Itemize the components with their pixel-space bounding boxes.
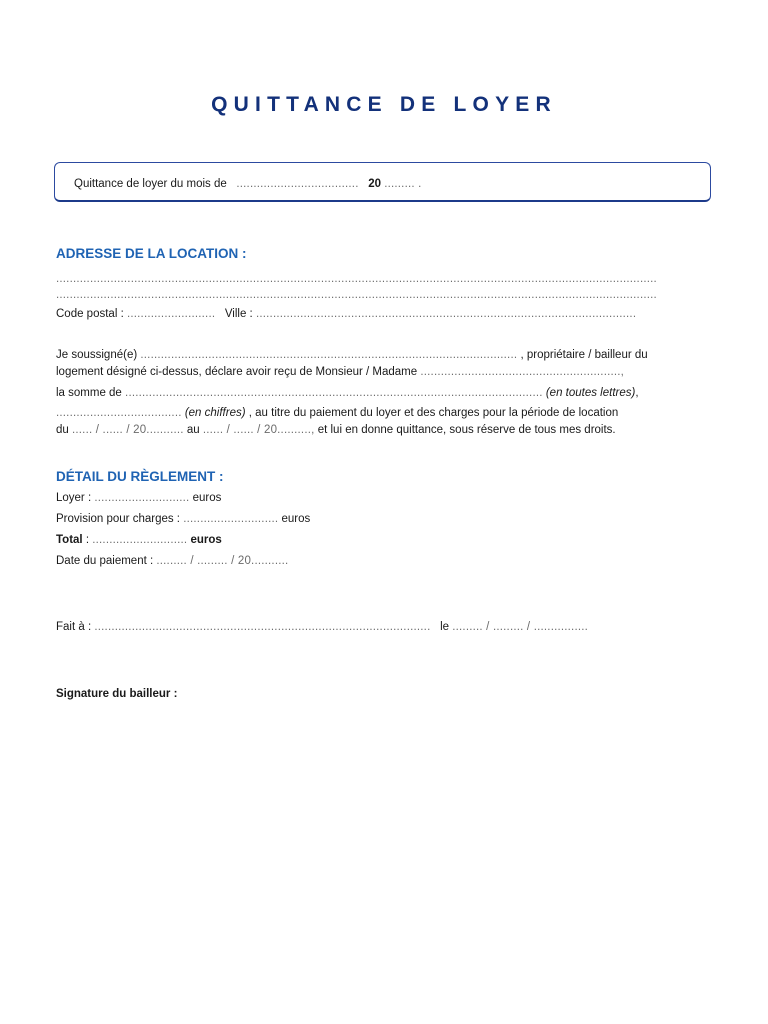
place-line bbox=[56, 621, 704, 633]
year-prefix: 20 bbox=[368, 178, 381, 190]
rent-label: Loyer : bbox=[56, 492, 92, 504]
declaration-line-5 bbox=[56, 424, 704, 436]
total-line bbox=[56, 534, 704, 546]
amount-figures-hint: (en chiffres) bbox=[184, 407, 246, 419]
address-line-1[interactable]: ................................................................................................................................................................................. bbox=[56, 273, 657, 285]
month-field[interactable]: .................................... bbox=[236, 178, 359, 190]
total-label: Total bbox=[56, 534, 83, 546]
total-colon: : bbox=[85, 534, 90, 546]
payment-date-line bbox=[56, 555, 704, 567]
postal-label: Code postal : bbox=[56, 308, 124, 320]
city-field[interactable]: ................................................................................................................ bbox=[255, 308, 637, 320]
amount-words-field[interactable]: ........................................................................................................................... bbox=[125, 387, 543, 399]
declaration-owner-text: , propriétaire / bailleur du bbox=[520, 349, 648, 361]
amount-figures-field[interactable]: ..................................... bbox=[56, 407, 182, 419]
rent-unit: euros bbox=[192, 492, 222, 504]
month-box bbox=[54, 162, 711, 202]
period-to-label: au bbox=[186, 424, 200, 436]
address-line-2[interactable]: ................................................................................................................................................................................. bbox=[56, 289, 657, 301]
place-field[interactable]: ................................................................................................... bbox=[94, 621, 431, 633]
postal-city-line bbox=[56, 308, 704, 320]
sign-date-field[interactable]: ......... / ......... / ................ bbox=[452, 621, 589, 633]
charges-line bbox=[56, 513, 704, 525]
date-le-label: le bbox=[440, 621, 450, 633]
total-unit: euros bbox=[190, 534, 222, 546]
period-start-field[interactable]: ...... / ...... / 20........... bbox=[72, 424, 184, 436]
charges-unit: euros bbox=[281, 513, 311, 525]
period-from-label: du bbox=[56, 424, 69, 436]
payment-heading: DÉTAIL DU RÈGLEMENT : bbox=[56, 469, 224, 484]
declaration-line-1 bbox=[56, 349, 704, 361]
amount-words-comma: , bbox=[635, 387, 639, 399]
declaration-signer-label: Je soussigné(e) bbox=[56, 349, 138, 361]
signer-name-field[interactable]: ............................................................................................................... bbox=[140, 349, 518, 361]
total-field[interactable]: ............................ bbox=[92, 534, 188, 546]
amount-words-hint: (en toutes lettres) bbox=[545, 387, 636, 399]
address-heading: ADRESSE DE LA LOCATION : bbox=[56, 246, 247, 261]
declaration-line-2 bbox=[56, 366, 704, 378]
payment-purpose-text: , au titre du paiement du loyer et des charges pour la période de location bbox=[248, 407, 619, 419]
period-end-field[interactable]: ...... / ...... / 20.........., bbox=[202, 424, 315, 436]
declaration-received-text: logement désigné ci-dessus, déclare avoir reçu de Monsieur / Madame bbox=[56, 366, 418, 378]
charges-field[interactable]: ............................ bbox=[183, 513, 279, 525]
quittance-text: et lui en donne quittance, sous réserve de tous mes droits. bbox=[317, 424, 616, 436]
declaration-line-4 bbox=[56, 407, 704, 419]
rent-field[interactable]: ............................ bbox=[94, 492, 190, 504]
amount-label: la somme de bbox=[56, 387, 122, 399]
city-label: Ville : bbox=[224, 308, 253, 320]
declaration-line-3 bbox=[56, 387, 704, 399]
postal-field[interactable]: .......................... bbox=[126, 308, 216, 320]
year-field[interactable]: ......... . bbox=[384, 178, 422, 190]
rent-line bbox=[56, 492, 704, 504]
charges-label: Provision pour charges : bbox=[56, 513, 181, 525]
payment-date-field[interactable]: ......... / ......... / 20........... bbox=[156, 555, 289, 567]
payment-date-label: Date du paiement : bbox=[56, 555, 154, 567]
tenant-name-field[interactable]: ..........................................................., bbox=[420, 366, 625, 378]
month-line bbox=[74, 178, 422, 190]
signature-label: Signature du bailleur : bbox=[56, 688, 178, 700]
month-label: Quittance de loyer du mois de bbox=[74, 178, 227, 190]
page-title: QUITTANCE DE LOYER bbox=[211, 93, 557, 116]
place-label: Fait à : bbox=[56, 621, 92, 633]
